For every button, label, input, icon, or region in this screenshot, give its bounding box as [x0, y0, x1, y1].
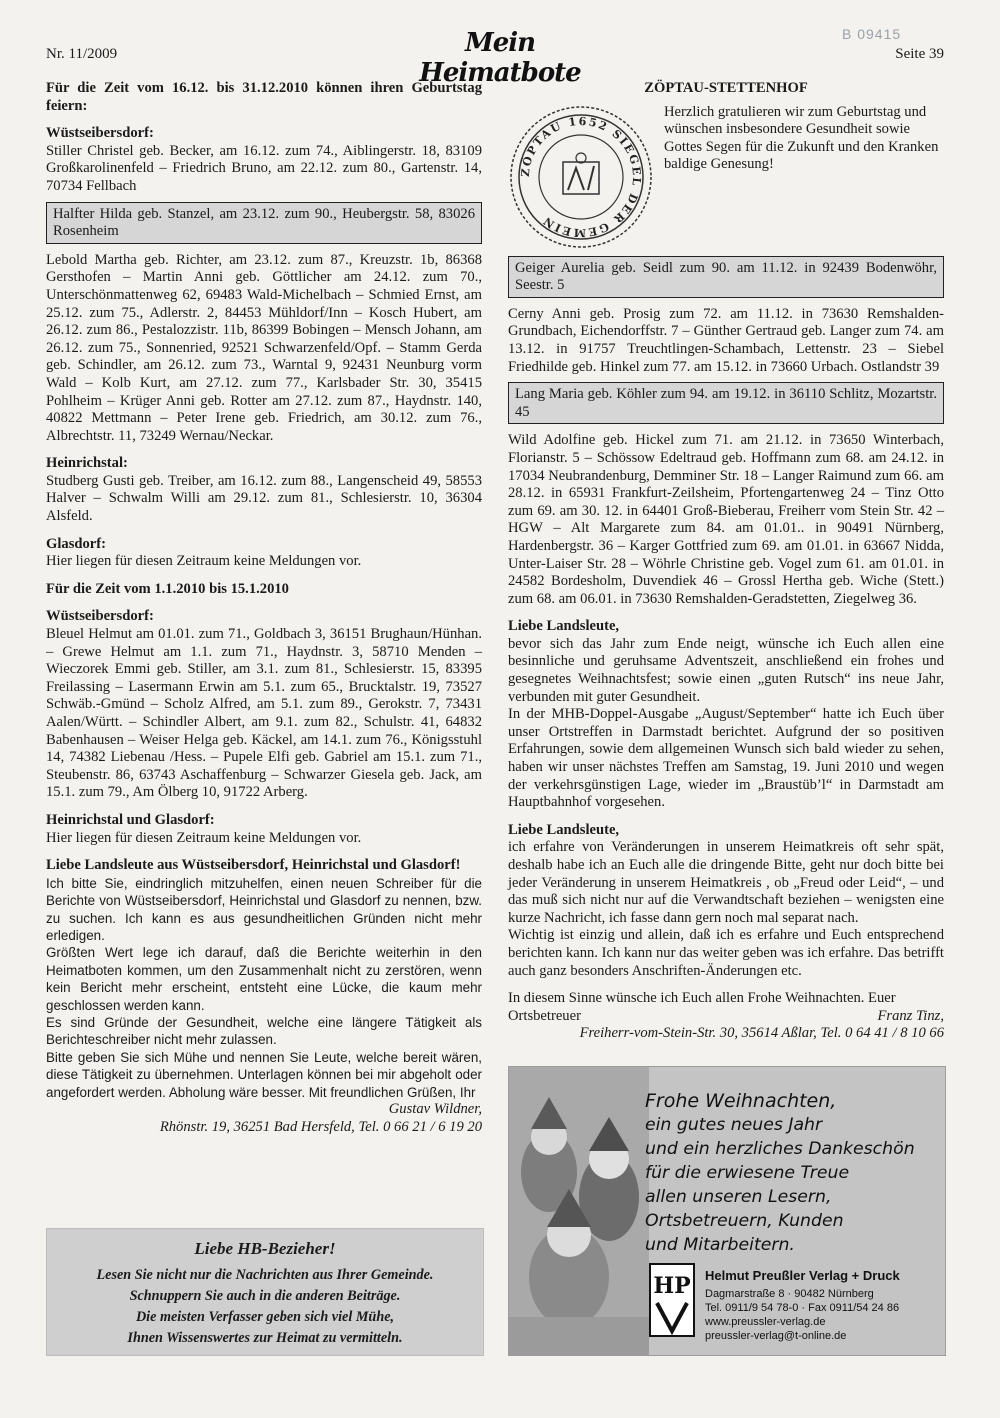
seal-inscription: ZÖPTAU 1652 SIEGEL DER GEMEIN: [518, 114, 644, 239]
letter-paragraph: Wichtig ist einzig und allein, daß ich es erfahre und Euch entsprechend berichten kann. Ich kann nur das weiter geben was ich erfahre. Das betrifft auch ganz besonders Anschriften-Änderungen etc.: [508, 927, 944, 979]
letter-heading: Liebe Landsleute,: [508, 821, 620, 838]
birthday-list: Stiller Christel geb. Becker, am 16.12. zum 74., Aiblingerstr. 18, 83109 Großkarolinenfeld – Friedrich Bruno, am 22.12. zum 80., Gartenstr. 14, 70734 Fellbach: [46, 142, 482, 194]
letter-paragraph: In der MHB-Doppel-Ausgabe „August/September“ hatte ich Euch über unser Ortstreffen in Darmstadt berichtet. Aufgrund der so positiven Erfahrungen, sowie dem allgemeinen Wunsch sich bald wieder zu sehen, haben wir unser nächstes Treffen am Samstag, 19. Juni 2010 und wegen der verkehrsgünstigen Lage, wieder im „Braustüb’l“ in Darmstadt am Hauptbahnhof vorgesehen.: [508, 706, 944, 811]
ad-company: Helmut Preußler Verlag + Druck: [705, 1268, 900, 1283]
issue-number: Nr. 11/2009: [46, 46, 118, 62]
highlight-box: [508, 256, 944, 298]
ad-greeting-line: Ortsbetreuern, Kunden: [645, 1211, 844, 1231]
ad-greeting-line: und ein herzliches Dankeschön: [645, 1139, 915, 1159]
santa-figurines-photo: [509, 1067, 649, 1355]
letter-paragraph: bevor sich das Jahr zum Ende neigt, wünsche ich Euch allen eine besinnliche und geruhsame Adventszeit, anschließend ein frohes und gesegnetes Weihnachtsfest; sowie einen „guten Rutsch“ ins neue Jahr, verbunden mit guter Gesundheit.: [508, 635, 944, 705]
letter-heading: Liebe Landsleute aus Wüstseibersdorf, Heinrichstal und Glasdorf!: [46, 857, 461, 874]
page-number: Seite 39: [895, 46, 944, 62]
highlight-entry: Geiger Aurelia geb. Seidl zum 90. am 11.12. in 92439 Bodenwöhr, Seestr. 5: [515, 259, 937, 294]
closing-address: Freiherr-vom-Stein-Str. 30, 35614 Aßlar, Tel. 0 64 41 / 8 10 66: [579, 1025, 944, 1042]
closing-name: Franz Tinz,: [877, 1007, 944, 1024]
ad-email: preussler-verlag@t-online.de: [705, 1330, 847, 1342]
ad-greeting-line: Frohe Weihnachten,: [645, 1090, 837, 1112]
birthday-list: Studberg Gusti geb. Treiber, am 16.12. zum 88., Langenscheid 49, 58553 Halver – Schwalm Willi am 29.12. zum 81., Schlesierstr. 10, 36304 Alsfeld.: [46, 472, 482, 525]
ad-address: Dagmarstraße 8 · 90482 Nürnberg: [705, 1288, 874, 1300]
hb-notice-title: Liebe HB-Bezieher!: [194, 1239, 336, 1258]
ad-phone: Tel. 0911/9 54 78-0 · Fax 0911/54 24 86: [705, 1302, 900, 1314]
birthday-list: Lebold Martha geb. Richter, am 23.12. zum 87., Kreuzstr. 1b, 86368 Gersthofen – Martin Anni geb. Göttlicher am 24.12. zum 70., Unterschönmattenweg 62, 69483 Wald-Michelbach – Schmied Ernst, am 25.12. zum 75., Adlerstr. 2, 84453 Mühldorf/Inn – Kosch Hubert, am 26.12. zum 86., Pestalozzistr. 11b, 86399 Bobingen – Mensch Johann, am 26.12. zum 75., Sonnenried, 92521 Schwarzenfeld/Opf. – Stamm Gerda geb. Schindler, am 26.12. zum 73., Warntal 9, 92431 Neunburg vorm Wald – Kolb Kurt, am 27.12. zum 77., Karlsbader Str. 30, 35415 Pohlheim – Krüger Anni geb. Rotter am 27.12. zum 87., Haydnstr. 140, 40822 Mettmann – Peter Irene geb. Friedrich, am 30.12. zum 76., Albrechtstr. 11, 73249 Wernau/Neckar.: [46, 251, 482, 444]
greeting-intro: Herzlich gratulieren wir zum Geburtstag und wünschen insbesondere Gesundheit sowie Gottes Segen für die Zukunft und den Kranken baldige Genesung!: [664, 103, 939, 173]
highlight-box: [508, 382, 944, 424]
letter-signature-name: Gustav Wildner,: [388, 1101, 482, 1118]
ad-greeting-line: allen unseren Lesern,: [645, 1187, 832, 1207]
birthday-list: Cerny Anni geb. Prosig zum 72. am 11.12. in 73630 Remshalden-Grundbach, Eichendorffstr. 7 – Günther Gertraud geb. Langer zum 74. am 13.12. in 91757 Treuchtlingen-Schambach, Lettenstr. 23 – Siebel Friedhilde geb. Hinkel zum 77. am 15.12. in 73660 Urbach. Ostlandstr 39: [508, 305, 944, 375]
highlight-box: [46, 202, 482, 244]
letter-paragraph: Es sind Gründe der Gesundheit, welche eine längere Tätigkeit als Berichteschreiber nicht mehr zulassen.: [46, 1015, 482, 1048]
closing-signature-row: [508, 1008, 944, 1026]
ad-greeting-line: für die erwiesene Treue: [645, 1163, 850, 1183]
closing-text: In diesem Sinne wünsche ich Euch allen Frohe Weihnachten. Euer: [508, 990, 896, 1007]
no-reports-note: Hier liegen für diesen Zeitraum keine Meldungen vor.: [46, 553, 362, 570]
right-column: [508, 80, 944, 1043]
hb-notice-line: Lesen Sie nicht nur die Nachrichten aus Ihrer Gemeinde.: [96, 1267, 434, 1283]
left-column: [46, 80, 482, 1136]
birthday-list: Wild Adolfine geb. Hickel zum 71. am 21.12. in 73650 Winterbach, Florianstr. 5 – Schössow Edeltraud geb. Hoffmann zum 68. am 24.12. in 17034 Neubrandenburg, Demminer Str. 18 – Langer Raimund zum 66. am 28.12. in 65931 Frankfurt-Zeilsheim, Pfortengartenweg 24 – Tinz Otto zum 69. am 30. 12. in 64401 Groß-Bieberau, Freiherr vom Stein Str. 42 – HGW – Alt Margarete zum 84. am 01.01.. in 90491 Nürnberg, Hardenbergstr. 36 – Karger Gottfried zum 69. am 01.01. in 63667 Nidda, Unter-Laiser Str. 28 – Wöhrle Christine geb. Vogel zum 61. am 01.01. in 24582 Bordesholm, Duvendiek 46 – Grossl Hertha geb. Wiche (Stett.) zum 68. am 06.01. in 73630 Remshalden-Geradstetten, Ziegelweg 36.: [508, 432, 944, 607]
faded-stamp: B 09415: [842, 26, 902, 42]
letter-paragraph: Größten Wert lege ich darauf, daß die Berichte weiterhin in den Heimatboten kommen, um den Zusammenhalt nicht zu zerstören, wenn kein Bericht mehr erscheint, entsteht eine Lücke, die kaum mehr geschlossen werden kann.: [46, 945, 482, 1013]
letter-paragraph: Bitte geben Sie sich Mühe und nennen Sie Leute, welche bereit wären, diese Tätigkeit zu übernehmen. Unterlagen können bei mir abgeholt oder angefordert werden. Abholung wäre besser. Mit freundlichen Grüßen, Ihr: [46, 1049, 482, 1100]
ad-contact: [705, 1269, 941, 1343]
masthead-title: Mein Heimatbote: [419, 28, 581, 88]
section-heading-jan: Für die Zeit vom 1.1.2010 bis 15.1.2010: [46, 580, 289, 597]
subheading-glasdorf: Glasdorf:: [46, 535, 106, 552]
highlight-entry: Halfter Hilda geb. Stanzel, am 23.12. zum 90., Heubergstr. 58, 83026 Rosenheim: [53, 205, 475, 240]
section-heading-dec: Für die Zeit vom 16.12. bis 31.12.2010 können ihren Geburtstag feiern:: [46, 80, 482, 114]
subheading-wuestseibersdorf: Wüstseibersdorf:: [46, 608, 154, 625]
ad-greeting-line: und Mitarbeitern.: [645, 1235, 795, 1255]
hb-notice-line: Schnuppern Sie auch in die anderen Beiträge.: [129, 1288, 401, 1304]
closing-role: Ortsbetreuer: [508, 1007, 581, 1024]
hb-notice-line: Ihnen Wissenswertes zur Heimat zu vermitteln.: [127, 1330, 403, 1346]
subheading-wuestseibersdorf: Wüstseibersdorf:: [46, 125, 154, 142]
letter-paragraph: Ich bitte Sie, eindringlich mitzuhelfen, einen neuen Schreiber für die Berichte von Wüstseibersdorf, Heinrichstal und Glasdorf zu nennen, bzw. zu suchen. Ich kann es aus gesundheitlichen Gründen nicht mehr erledigen.: [46, 875, 482, 943]
ad-greeting: [645, 1089, 941, 1257]
municipal-seal-icon: [508, 104, 654, 250]
ad-greeting-line: ein gutes neues Jahr: [645, 1115, 823, 1135]
subheading-heinrichstal-glasdorf: Heinrichstal und Glasdorf:: [46, 811, 215, 828]
letter-paragraph: ich erfahre von Veränderungen in unserem Heimatkreis oft sehr spät, deshalb habe ich an Euch alle die dringende Bitte, geht nur doch bitte bei jeder Veränderung in unserem Heimatkreis , ob „Freud oder Leid“, – und das muß sich nicht nur auf die Verwandtschaft beziehen – wenigsten eine kurze Nachricht, ich fasse dann gern noch mal separat nach.: [508, 839, 944, 926]
ad-website: www.preussler-verlag.de: [705, 1316, 826, 1328]
hb-notice-box: [46, 1228, 484, 1356]
christmas-ad: [508, 1066, 946, 1356]
hb-notice-line: Die meisten Verfasser geben sich viel Mühe,: [135, 1309, 395, 1325]
letter-signature-address: Rhönstr. 19, 36251 Bad Hersfeld, Tel. 0 66 21 / 6 19 20: [159, 1118, 482, 1135]
no-reports-note: Hier liegen für diesen Zeitraum keine Meldungen vor.: [46, 829, 362, 846]
seal-row: [508, 104, 944, 250]
birthday-list: Bleuel Helmut am 01.01. zum 71., Goldbach 3, 36151 Brughaun/Hünhan. – Grewe Helmut am 1.1. zum 71., Haydnstr. 3, 58710 Menden – Wieczorek Emmi geb. Stiller, am 3.1. zum 81., Schlesierstr. 15, 83395 Freilassing – Lasermann Erwin am 5.1. zum 65., Brucktalstr. 19, 73527 Schwäb.-Gmünd – Scholz Alfred, am 5.1. zum 89., Gerokstr. 7, 73431 Aalen/Württ. – Schindler Albert, am 9.1. zum 82., Schulstr. 41, 64832 Babenhausen – Weiser Helga geb. Käckel, am 14.1. zum 76., Königsstuhl 14, 74382 Liebenau /Hess. – Pupele Elfi geb. Gabriel am 15.1. zum 71., Steubenstr. 86, 63743 Aschaffenburg – Schwarzer Giesela geb. Jack, am 15.1. zum 79., Am Ölberg 10, 91722 Arberg.: [46, 626, 482, 801]
section-heading-zoeptau: ZÖPTAU-STETTENHOF: [644, 80, 808, 96]
subheading-heinrichstal: Heinrichstal:: [46, 455, 128, 472]
highlight-entry: Lang Maria geb. Köhler zum 94. am 19.12. in 36110 Schlitz, Mozartstr. 45: [515, 386, 937, 420]
letter-heading: Liebe Landsleute,: [508, 618, 620, 635]
hpv-logo-icon: [649, 1263, 695, 1337]
letter-body: [46, 875, 482, 1101]
hpv-logo-letters: HP: [653, 1273, 691, 1299]
